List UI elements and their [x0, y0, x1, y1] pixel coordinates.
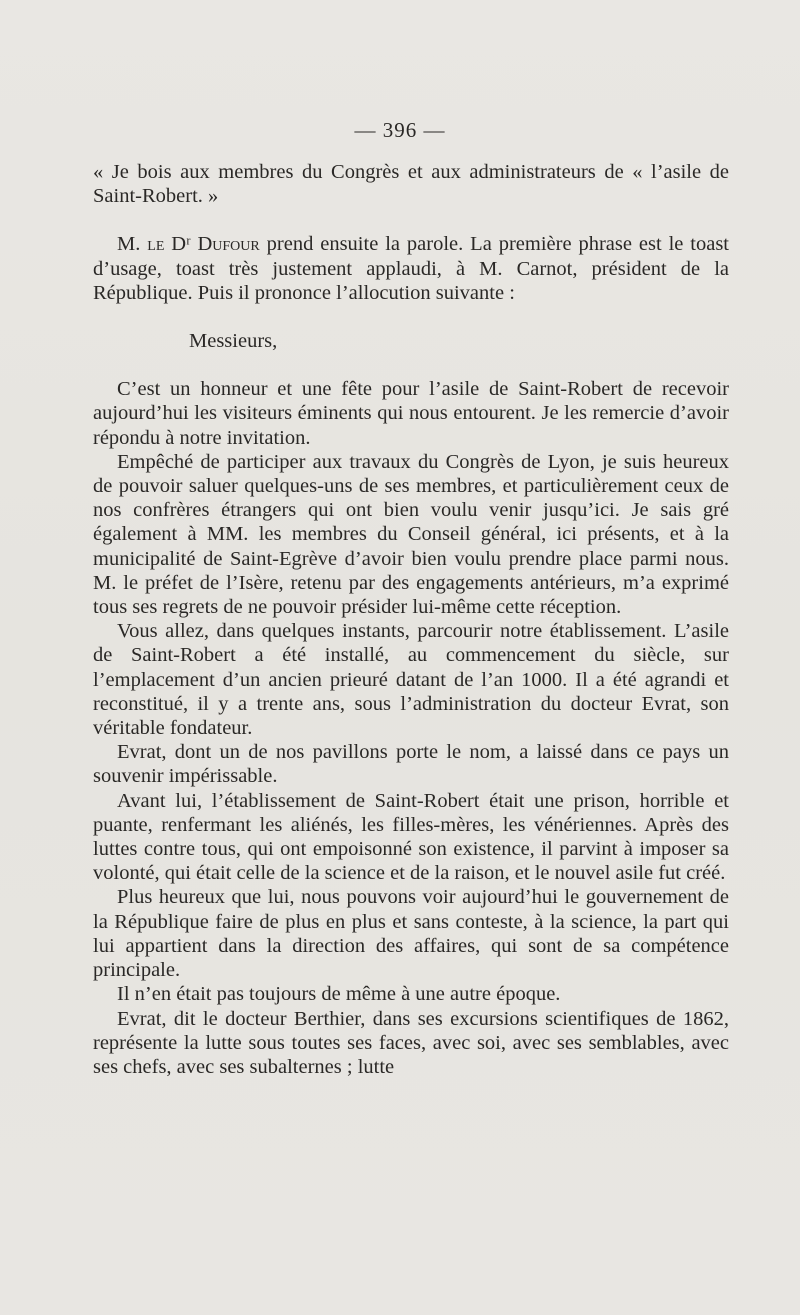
paragraph-honneur: C’est un honneur et une fête pour l’asile de Saint-Robert de recevoir aujourd’hui les visiteurs éminents qui nous entourent. Je les remercie d’avoir répondu à notre invitation.	[93, 378, 729, 449]
dufour-intro-le: le	[147, 233, 165, 256]
dufour-name: Dufour	[197, 233, 260, 256]
paragraph-gap	[93, 353, 729, 377]
paragraph-gap	[93, 208, 729, 232]
dufour-intro-prefix: M.	[117, 233, 148, 256]
paragraph-empeche: Empêché de participer aux travaux du Congrès de Lyon, je suis heureux de pouvoir saluer quelques-uns de ses membres, et particulièrement ceux de nos confrères étrangers qui ont bien voulu venir jusqu’ici. Je sais gré également à MM. les membres du Conseil général, ici présents, et à la municipalité de Saint-Egrève d’avoir bien voulu prendre place parmi nous. M. le préfet de l’Isère, retenu par des engagements antérieurs, m’a exprimé tous ses regrets de ne pouvoir présider lui-même cette réception.	[93, 450, 729, 619]
dufour-intro-rest: prend ensuite la parole. La première phrase est le toast d’usage, toast très justement applaudi, à M. Carnot, président de la République. Puis il prononce l’allocution suivante :	[93, 233, 729, 304]
paragraph-gap	[93, 305, 729, 329]
body-text	[93, 160, 729, 1079]
paragraph-avant-lui: Avant lui, l’établissement de Saint-Robert était une prison, horrible et puante, renfermant les aliénés, les filles-mères, les vénériennes. Après des luttes contre tous, qui ont empoisonné son existence, il parvint à imposer sa volonté, qui était celle de la science et de la raison, et le nouvel asile fut créé.	[93, 789, 729, 885]
paragraph-autre-epoque: Il n’en était pas toujours de même à une autre époque.	[117, 983, 561, 1006]
salutation: Messieurs,	[189, 330, 278, 353]
paragraph-evrat-pavillon: Evrat, dont un de nos pavillons porte le nom, a laissé dans ce pays un souvenir impérissable.	[93, 741, 729, 788]
paragraph-plus-heureux: Plus heureux que lui, nous pouvons voir aujourd’hui le gouvernement de la République faire de plus en plus et sans conteste, à la science, la part qui lui appartient dans la direction des affaires, qui sont de sa compétence principale.	[93, 886, 729, 982]
paragraph-vous-allez: Vous allez, dans quelques instants, parcourir notre établissement. L’asile de Saint-Robert a été installé, au commencement du siècle, sur l’emplacement d’un ancien prieuré datant de l’an 1000. Il a été agrandi et reconstitué, il y a trente ans, sous l’administration du docteur Evrat, son véritable fondateur.	[93, 620, 729, 740]
dufour-intro-dr: Dʳ	[164, 233, 198, 256]
paragraph-berthier: Evrat, dit le docteur Berthier, dans ses excursions scientifiques de 1862, représente la lutte sous toutes ses faces, avec soi, avec ses semblables, avec ses chefs, avec ses subalternes ; lutte	[93, 1007, 729, 1078]
paragraph-toast-quote: « Je bois aux membres du Congrès et aux administrateurs de « l’asile de Saint-Robert. »	[93, 161, 729, 208]
page-number: — 396 —	[354, 118, 446, 142]
paragraph-dufour-intro	[93, 232, 729, 305]
